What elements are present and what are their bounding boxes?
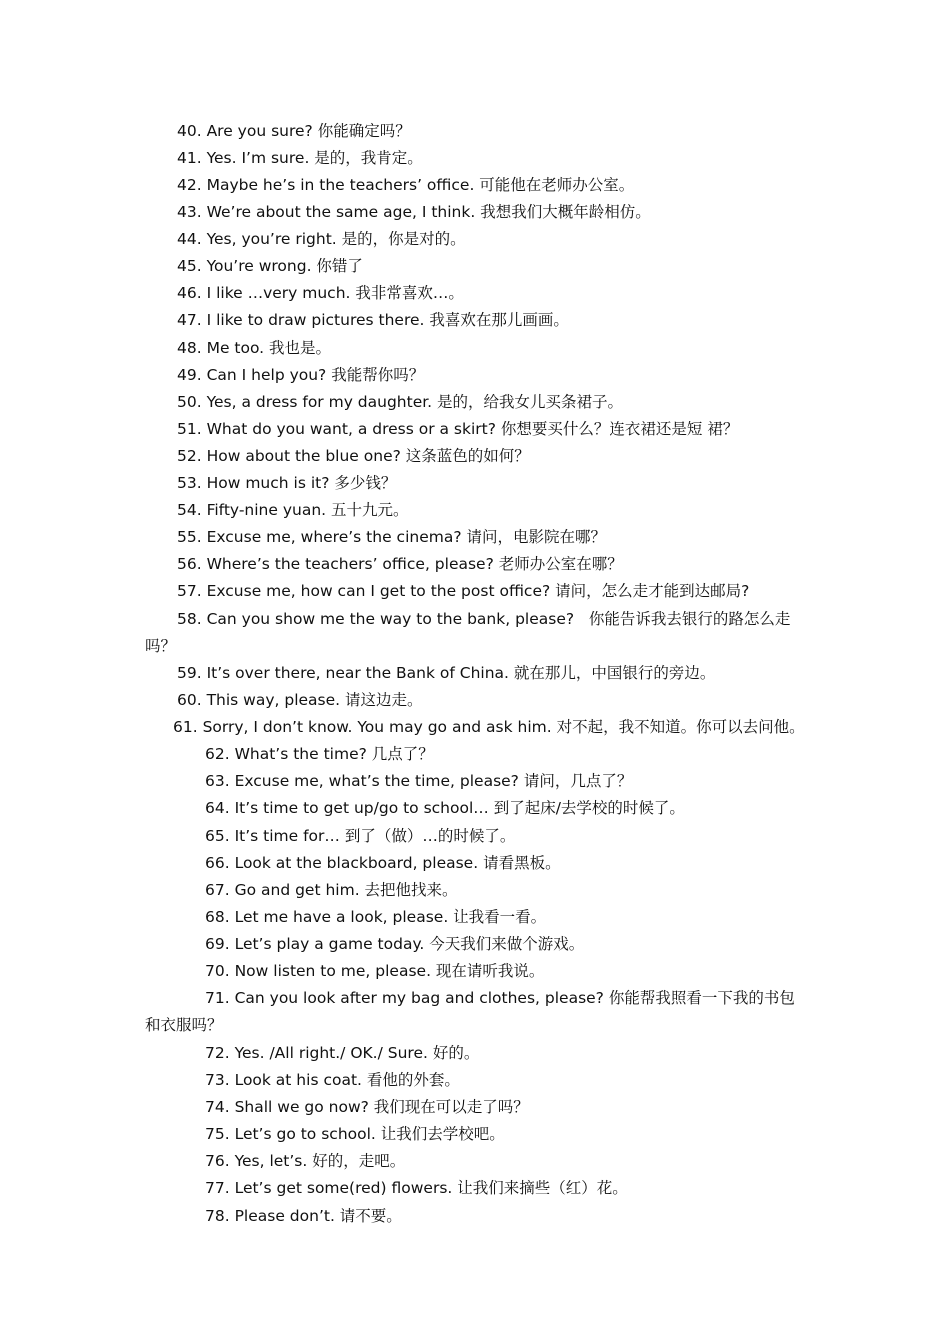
text-line: 63. Excuse me, what’s the time, please? 请问，几点了？: [205, 772, 633, 790]
text-line: 51. What do you want, a dress or a skirt? 你想要买什么？连衣裙还是短 裙？: [177, 420, 739, 438]
text-line: 76. Yes, let’s. 好的，走吧。: [205, 1152, 406, 1170]
text-line: 43. We’re about the same age, I think. 我想我们大概年龄相仿。: [177, 203, 651, 221]
text-line: 74. Shall we go now? 我们现在可以走了吗？: [205, 1098, 529, 1116]
text-line: 40. Are you sure? 你能确定吗？: [177, 122, 411, 140]
text-line: 66. Look at the blackboard, please. 请看黑板。: [205, 854, 561, 872]
text-line: 67. Go and get him. 去把他找来。: [205, 881, 458, 899]
text-line-continuation: 吗？: [145, 637, 177, 655]
text-line: 45. You’re wrong. 你错了: [177, 257, 363, 275]
text-line: 62. What’s the time? 几点了？: [205, 745, 434, 763]
text-line: 53. How much is it? 多少钱？: [177, 474, 397, 492]
text-line: 60. This way, please. 请这边走。: [177, 691, 423, 709]
text-line: 52. How about the blue one? 这条蓝色的如何？: [177, 447, 530, 465]
text-line: 64. It’s time to get up/go to school… 到了起床/去学校的时候了。: [205, 799, 685, 817]
text-line: 65. It’s time for… 到了（做）…的时候了。: [205, 827, 516, 845]
text-line: 55. Excuse me, where’s the cinema? 请问，电影院在哪？: [177, 528, 606, 546]
text-line: 42. Maybe he’s in the teachers’ office. 可能他在老师办公室。: [177, 176, 635, 194]
text-line: 59. It’s over there, near the Bank of China. 就在那儿，中国银行的旁边。: [177, 664, 716, 682]
text-line: 72. Yes. /All right./ OK./ Sure. 好的。: [205, 1044, 480, 1062]
text-line: 69. Let’s play a game today. 今天我们来做个游戏。: [205, 935, 585, 953]
text-line: 71. Can you look after my bag and clothes, please? 你能帮我照看一下我的书包: [205, 989, 795, 1007]
text-line: 47. I like to draw pictures there. 我喜欢在那儿画画。: [177, 311, 569, 329]
text-line: 78. Please don’t. 请不要。: [205, 1207, 402, 1225]
text-line: 50. Yes, a dress for my daughter. 是的，给我女儿买条裙子。: [177, 393, 624, 411]
text-line-continuation: 和衣服吗？: [145, 1016, 223, 1034]
text-line: 61. Sorry, I don’t know. You may go and ask him. 对不起，我不知道。你可以去问他。: [173, 718, 805, 736]
text-line: 46. I like …very much. 我非常喜欢…。: [177, 284, 464, 302]
text-line: 44. Yes, you’re right. 是的，你是对的。: [177, 230, 466, 248]
text-line: 75. Let’s go to school. 让我们去学校吧。: [205, 1125, 505, 1143]
text-line: 49. Can I help you? 我能帮你吗？: [177, 366, 425, 384]
text-line: 54. Fifty-nine yuan. 五十九元。: [177, 501, 409, 519]
text-line: 70. Now listen to me, please. 现在请听我说。: [205, 962, 545, 980]
text-line: 58. Can you show me the way to the bank, please? 你能告诉我去银行的路怎么走: [177, 610, 791, 628]
text-line: 48. Me too. 我也是。: [177, 339, 332, 357]
text-line: 73. Look at his coat. 看他的外套。: [205, 1071, 460, 1089]
text-line: 41. Yes. I’m sure. 是的，我肯定。: [177, 149, 423, 167]
text-line: 68. Let me have a look, please. 让我看一看。: [205, 908, 547, 926]
text-line: 56. Where’s the teachers’ office, please? 老师办公室在哪？: [177, 555, 623, 573]
text-line: 57. Excuse me, how can I get to the post office? 请问，怎么走才能到达邮局?: [177, 582, 750, 600]
text-line: 77. Let’s get some(red) flowers. 让我们来摘些（红）花。: [205, 1179, 628, 1197]
